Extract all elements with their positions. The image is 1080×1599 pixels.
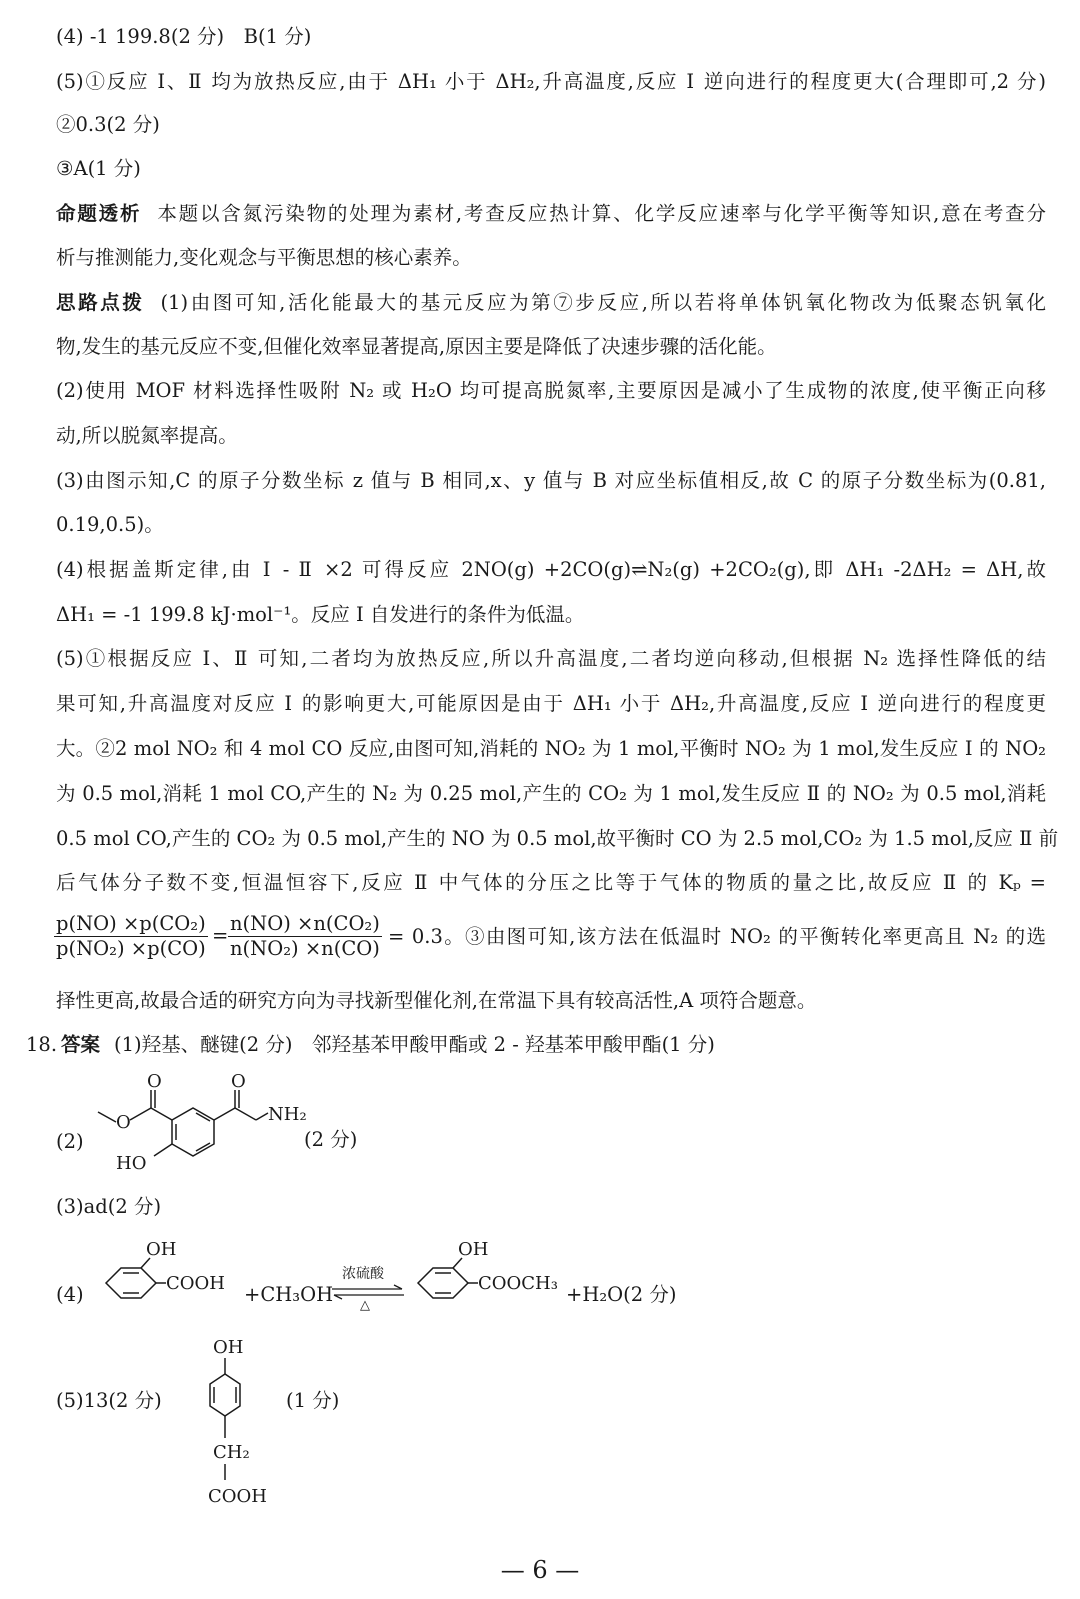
- text-line: (2)使用 MOF 材料选择性吸附 N₂ 或 H₂O 均可提高脱氮率,主要原因是减小了生成物的浓度,使平衡正向移: [56, 379, 1046, 402]
- fraction-pressure: [54, 912, 208, 961]
- text-line: (5)①根据反应 Ⅰ、Ⅱ 可知,二者均为放热反应,所以升高温度,二者均逆向移动,但根据 N₂ 选择性降低的结: [56, 647, 1046, 670]
- analysis-heading: 命题透析: [56, 202, 142, 225]
- fraction-denominator: p(NO₂) ×p(CO): [56, 937, 206, 960]
- text-line: 0.19,0.5)。: [56, 513, 164, 536]
- atom-label: CH₂: [213, 1442, 250, 1463]
- text-line: ΔH₁ = -1 199.8 kJ·mol⁻¹。反应 Ⅰ 自发进行的条件为低温。: [56, 603, 585, 626]
- atom-label: OH: [458, 1239, 489, 1260]
- q18-line1: [26, 1030, 715, 1060]
- catalyst-label: 浓硫酸: [342, 1266, 384, 1282]
- q18-part2-label: (2): [56, 1130, 84, 1153]
- reagent-methanol: +CH₃OH: [244, 1283, 334, 1306]
- text-line: 大。②2 mol NO₂ 和 4 mol CO 反应,由图可知,消耗的 NO₂ 为 1 mol,平衡时 NO₂ 为 1 mol,发生反应 Ⅰ 的 NO₂: [56, 737, 1046, 760]
- text-line: 果可知,升高温度对反应 Ⅰ 的影响更大,可能原因是由于 ΔH₁ 小于 ΔH₂,升高温度,反应 Ⅰ 逆向进行的程度更: [56, 692, 1046, 715]
- atom-label: COOH: [208, 1486, 267, 1507]
- atom-label: NH₂: [268, 1104, 307, 1125]
- q18-part5-label: (5)13(2 分): [56, 1389, 162, 1412]
- atom-label: COOCH₃: [478, 1273, 558, 1294]
- answer-text: (1)羟基、醚键(2 分) 邻羟基苯甲酸甲酯或 2 - 羟基苯甲酸甲酯(1 分): [114, 1033, 715, 1056]
- atom-label: OH: [213, 1337, 244, 1358]
- hint-paragraph: [56, 288, 1046, 318]
- text-line: 动,所以脱氮率提高。: [56, 424, 238, 447]
- equals-sign: =: [212, 924, 229, 947]
- page-number: — 6 —: [500, 1556, 580, 1584]
- text-line: (4)根据盖斯定律,由 Ⅰ - Ⅱ ×2 可得反应 2NO(g) +2CO(g)⇌N₂(g) +2CO₂(g),即 ΔH₁ -2ΔH₂ = ΔH,故: [56, 558, 1046, 581]
- q18-part5-score: (1 分): [286, 1389, 340, 1412]
- text-line: 后气体分子数不变,恒温恒容下,反应 Ⅱ 中气体的分压之比等于气体的物质的量之比,故反应 Ⅱ 的 Kₚ =: [56, 871, 1046, 894]
- text-line: (1)由图可知,活化能最大的基元反应为第⑦步反应,所以若将单体钒氧化物改为低聚态钒氧化: [160, 291, 1046, 314]
- analysis-paragraph: [56, 199, 1046, 229]
- text-line: (4) -1 199.8(2 分) B(1 分): [56, 25, 312, 48]
- structure-part2: [90, 1072, 310, 1180]
- text-line: 0.5 mol CO,产生的 CO₂ 为 0.5 mol,产生的 NO 为 0.5 mol,故平衡时 CO 为 2.5 mol,CO₂ 为 1.5 mol,反应 Ⅱ 前: [56, 827, 1059, 850]
- fraction-denominator: n(NO₂) ×n(CO): [230, 937, 380, 960]
- text-line: ③A(1 分): [56, 157, 141, 180]
- atom-label: O: [116, 1112, 131, 1133]
- text-line: (3)由图示知,C 的原子分数坐标 z 值与 B 相同,x、y 值与 B 对应坐标值相反,故 C 的原子分数坐标为(0.81,: [56, 469, 1046, 492]
- atom-label: COOH: [166, 1273, 225, 1294]
- fraction-numerator: n(NO) ×n(CO₂): [230, 912, 380, 935]
- heat-symbol: △: [360, 1298, 370, 1313]
- text-line: 择性更高,故最合适的研究方向为寻找新型催化剂,在常温下具有较高活性,A 项符合题意。: [56, 989, 817, 1012]
- question-number: 18.: [26, 1033, 58, 1056]
- structure-salicylic-acid: [96, 1236, 230, 1320]
- reaction-tail: +H₂O(2 分): [566, 1283, 677, 1306]
- q18-part4-label: (4): [56, 1283, 84, 1306]
- text-line: ②0.3(2 分): [56, 113, 160, 136]
- text-line: = 0.3。③由图可知,该方法在低温时 NO₂ 的平衡转化率更高且 N₂ 的选: [388, 925, 1046, 948]
- fraction-amount: [228, 912, 382, 961]
- structure-hydroxyphenylacetic-acid: [188, 1334, 278, 1512]
- atom-label: HO: [116, 1153, 147, 1174]
- structure-methyl-salicylate: [408, 1236, 568, 1320]
- atom-label: O: [231, 1072, 246, 1092]
- hint-heading: 思路点拨: [56, 291, 145, 314]
- fraction-numerator: p(NO) ×p(CO₂): [56, 912, 206, 935]
- text-line: 物,发生的基元反应不变,但催化效率显著提高,原因主要是降低了决速步骤的活化能。: [56, 335, 777, 358]
- atom-label: OH: [146, 1239, 177, 1260]
- q18-part2-score: (2 分): [304, 1128, 358, 1151]
- q18-part3: (3)ad(2 分): [56, 1195, 162, 1218]
- text-line: 为 0.5 mol,消耗 1 mol CO,产生的 N₂ 为 0.25 mol,产生的 CO₂ 为 1 mol,发生反应 Ⅱ 的 NO₂ 为 0.5 mol,消耗: [56, 782, 1046, 805]
- atom-label: O: [147, 1072, 162, 1092]
- text-line: 本题以含氮污染物的处理为素材,考查反应热计算、化学反应速率与化学平衡等知识,意在考查分: [157, 202, 1046, 225]
- text-line: 析与推测能力,变化观念与平衡思想的核心素养。: [56, 246, 472, 269]
- answer-heading: 答案: [61, 1033, 101, 1056]
- text-line: (5)①反应 Ⅰ、Ⅱ 均为放热反应,由于 ΔH₁ 小于 ΔH₂,升高温度,反应 Ⅰ 逆向进行的程度更大(合理即可,2 分): [56, 70, 1046, 93]
